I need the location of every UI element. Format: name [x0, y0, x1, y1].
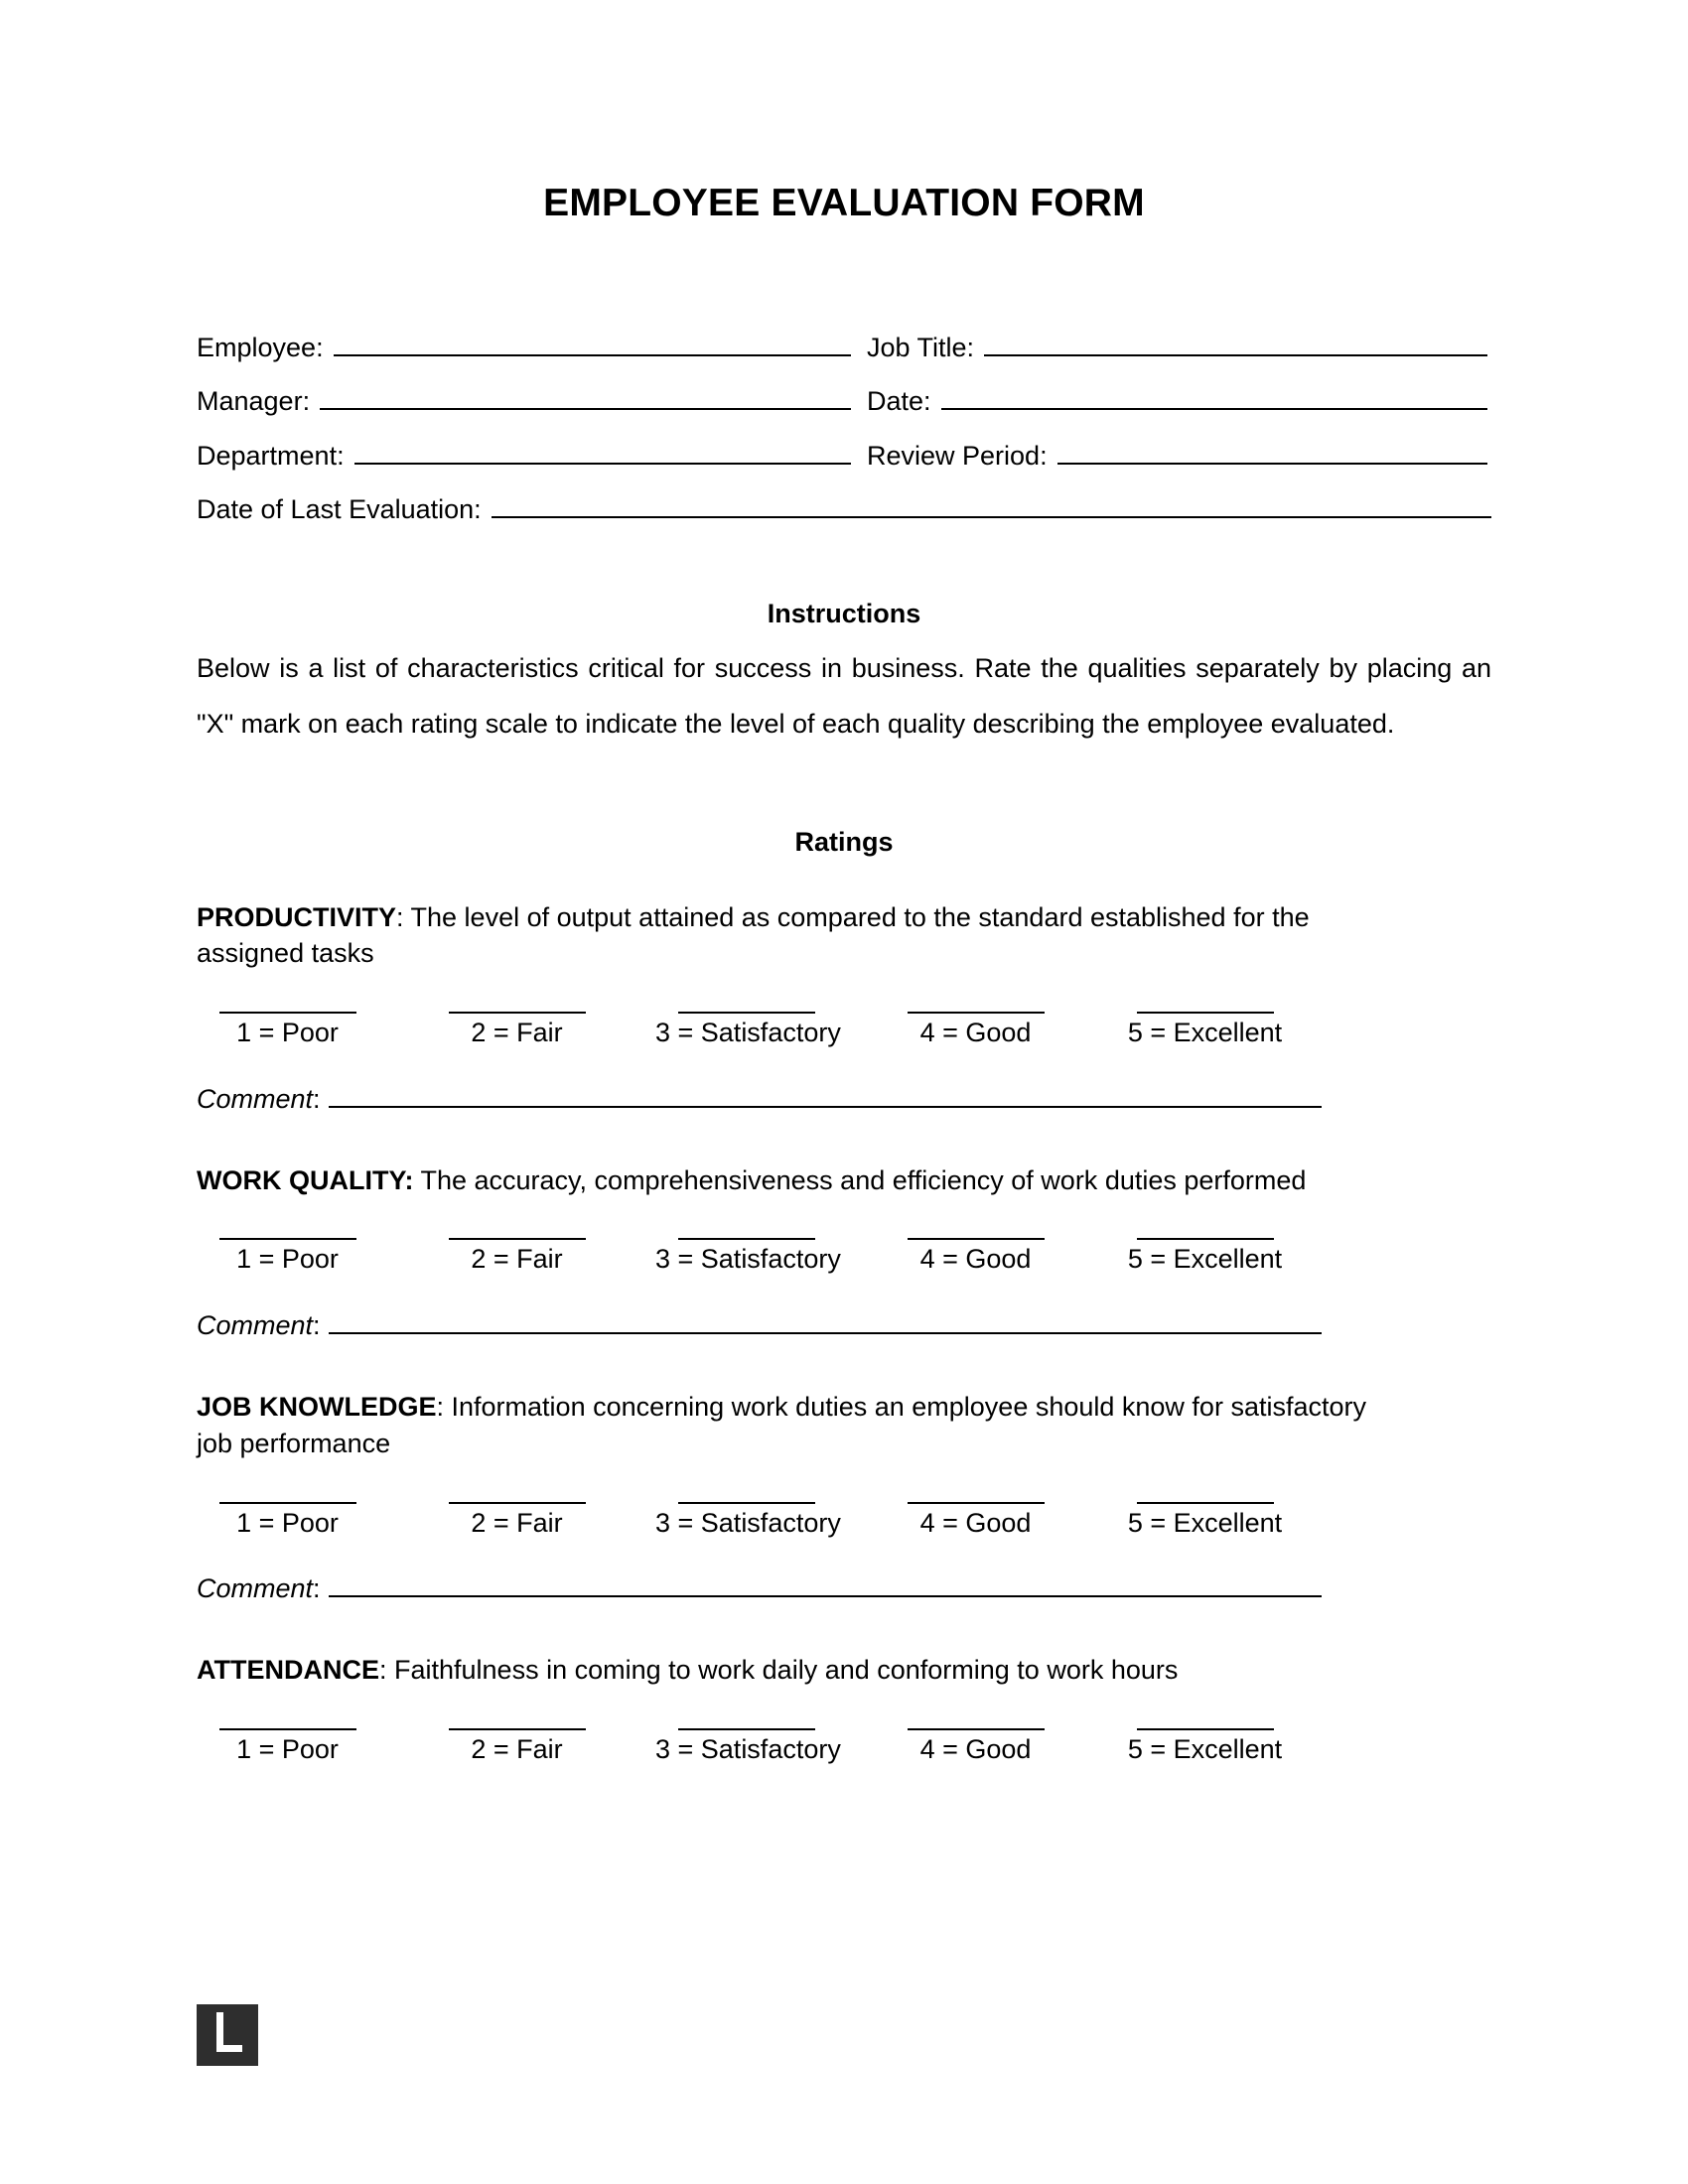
comment-row-productivity	[197, 1082, 1491, 1115]
rating-mark-blank[interactable]	[678, 1728, 815, 1730]
rating-mark-blank[interactable]	[449, 1012, 586, 1014]
header-fields	[197, 328, 1491, 528]
criteria-text: : Faithfulness in coming to work daily and conforming to work hours	[379, 1655, 1179, 1686]
field-row	[197, 328, 1491, 365]
rating-option-2[interactable]	[426, 1012, 608, 1050]
rating-mark-blank[interactable]	[678, 1012, 815, 1014]
criteria-text: : Information concerning work duties an employee should know for satisfactory job performance	[197, 1392, 1366, 1458]
field-blank-department[interactable]	[354, 436, 851, 465]
field-label-department: Department:	[197, 440, 345, 471]
rating-mark-blank[interactable]	[908, 1012, 1045, 1014]
rating-mark-blank[interactable]	[678, 1502, 815, 1504]
rating-label: 3 = Satisfactory	[655, 1017, 841, 1047]
rating-option-2[interactable]	[426, 1238, 608, 1277]
field-blank-employee[interactable]	[334, 328, 851, 356]
rating-option-4[interactable]	[885, 1728, 1066, 1767]
legal-templates-logo-icon	[197, 2004, 258, 2066]
field-review-period	[867, 436, 1487, 474]
rating-label: 3 = Satisfactory	[655, 1734, 841, 1765]
comment-label-colon: :	[313, 1573, 321, 1604]
criteria-description	[197, 1162, 1368, 1199]
comment-label-colon: :	[313, 1083, 321, 1114]
field-date-of-last-evaluation	[197, 489, 1491, 527]
field-label-date-of-last-evaluation: Date of Last Evaluation:	[197, 494, 482, 525]
rating-option-1[interactable]	[197, 1502, 378, 1541]
rating-mark-blank[interactable]	[219, 1238, 356, 1240]
comment-label-colon: :	[313, 1310, 321, 1341]
rating-label: 1 = Poor	[236, 1734, 339, 1765]
rating-label: 2 = Fair	[471, 1017, 563, 1047]
rating-mark-blank[interactable]	[1137, 1728, 1274, 1730]
ratings-heading: Ratings	[794, 826, 894, 857]
criteria-description	[197, 1389, 1368, 1461]
comment-label	[197, 1084, 321, 1115]
rating-mark-blank[interactable]	[219, 1012, 356, 1014]
rating-option-1[interactable]	[197, 1012, 378, 1050]
criteria-description	[197, 1652, 1368, 1689]
field-row	[197, 436, 1491, 474]
rating-scale-attendance	[197, 1728, 1491, 1767]
field-row	[197, 489, 1491, 527]
comment-blank[interactable]	[329, 1571, 1322, 1597]
rating-mark-blank[interactable]	[1137, 1012, 1274, 1014]
field-label-manager: Manager:	[197, 386, 311, 417]
field-row	[197, 381, 1491, 419]
rating-option-2[interactable]	[426, 1502, 608, 1541]
field-date	[867, 381, 1487, 419]
rating-option-3[interactable]	[655, 1728, 841, 1767]
field-department	[197, 436, 867, 474]
rating-option-3[interactable]	[655, 1012, 841, 1050]
rating-option-4[interactable]	[885, 1502, 1066, 1541]
logo-l-mark	[216, 2012, 242, 2052]
rating-mark-blank[interactable]	[908, 1728, 1045, 1730]
rating-label: 4 = Good	[919, 1734, 1032, 1765]
rating-scale-work-quality	[197, 1238, 1491, 1277]
comment-row-job-knowledge	[197, 1571, 1491, 1604]
rating-label: 1 = Poor	[236, 1017, 339, 1047]
rating-label: 2 = Fair	[471, 1734, 563, 1765]
page-title: EMPLOYEE EVALUATION FORM	[543, 182, 1145, 224]
field-blank-date[interactable]	[941, 381, 1487, 410]
rating-option-5[interactable]	[1114, 1728, 1296, 1767]
rating-label: 1 = Poor	[236, 1244, 339, 1275]
rating-option-2[interactable]	[426, 1728, 608, 1767]
comment-label-text: Comment	[197, 1573, 314, 1604]
field-label-date: Date:	[867, 386, 931, 417]
rating-scale-productivity	[197, 1012, 1491, 1050]
field-blank-review-period[interactable]	[1057, 436, 1487, 465]
field-blank-job-title[interactable]	[984, 328, 1487, 356]
rating-mark-blank[interactable]	[678, 1238, 815, 1240]
criteria-text: : The level of output attained as compared to the standard established for the assigned tasks	[197, 901, 1310, 969]
field-manager	[197, 381, 867, 419]
rating-label: 5 = Excellent	[1127, 1017, 1283, 1047]
criteria-description	[197, 899, 1368, 972]
criteria-text: The accuracy, comprehensiveness and efficiency of work duties performed	[413, 1164, 1307, 1195]
comment-label-text: Comment	[197, 1083, 314, 1114]
rating-option-4[interactable]	[885, 1238, 1066, 1277]
comment-label-text: Comment	[197, 1310, 314, 1341]
rating-mark-blank[interactable]	[219, 1502, 356, 1504]
rating-label: 5 = Excellent	[1127, 1244, 1283, 1275]
field-label-review-period: Review Period:	[867, 440, 1048, 471]
criteria-block-work-quality	[197, 1162, 1491, 1341]
rating-mark-blank[interactable]	[449, 1502, 586, 1504]
criteria-block-attendance	[197, 1652, 1491, 1766]
rating-mark-blank[interactable]	[449, 1238, 586, 1240]
instructions-body: Below is a list of characteristics critical for success in business. Rate the qualities separately by placing an "X" mark on each rating scale to indicate the level of each quality describing the employee evaluated.	[197, 652, 1491, 739]
criteria-name-job-knowledge: JOB KNOWLEDGE	[197, 1392, 437, 1423]
field-blank-manager[interactable]	[320, 381, 851, 410]
rating-label: 3 = Satisfactory	[655, 1507, 841, 1538]
rating-mark-blank[interactable]	[1137, 1238, 1274, 1240]
rating-label: 2 = Fair	[471, 1244, 563, 1275]
field-label-job-title: Job Title:	[867, 333, 975, 362]
criteria-block-productivity	[197, 899, 1491, 1115]
rating-mark-blank[interactable]	[908, 1238, 1045, 1240]
rating-mark-blank[interactable]	[908, 1502, 1045, 1504]
rating-option-3[interactable]	[655, 1238, 841, 1277]
field-blank-date-of-last-evaluation[interactable]	[492, 489, 1491, 518]
rating-mark-blank[interactable]	[219, 1728, 356, 1730]
instructions-heading: Instructions	[767, 598, 921, 628]
rating-label: 3 = Satisfactory	[655, 1244, 841, 1275]
field-employee	[197, 328, 867, 365]
field-job-title	[867, 328, 1487, 365]
comment-label	[197, 1310, 321, 1341]
rating-label: 5 = Excellent	[1127, 1507, 1283, 1538]
rating-option-5[interactable]	[1114, 1238, 1296, 1277]
rating-option-1[interactable]	[197, 1238, 378, 1277]
rating-label: 2 = Fair	[471, 1507, 563, 1538]
rating-option-1[interactable]	[197, 1728, 378, 1767]
rating-mark-blank[interactable]	[449, 1728, 586, 1730]
rating-scale-job-knowledge	[197, 1502, 1491, 1541]
rating-option-4[interactable]	[885, 1012, 1066, 1050]
rating-mark-blank[interactable]	[1137, 1502, 1274, 1504]
criteria-name-productivity: PRODUCTIVITY	[197, 901, 397, 932]
rating-option-3[interactable]	[655, 1502, 841, 1541]
comment-label	[197, 1573, 321, 1604]
criteria-name-attendance: ATTENDANCE	[197, 1655, 379, 1686]
rating-label: 4 = Good	[919, 1244, 1032, 1275]
comment-row-work-quality	[197, 1308, 1491, 1341]
rating-option-5[interactable]	[1114, 1502, 1296, 1541]
rating-label: 5 = Excellent	[1127, 1734, 1283, 1765]
criteria-name-work-quality: WORK QUALITY:	[197, 1164, 414, 1195]
rating-label: 4 = Good	[919, 1017, 1032, 1047]
rating-label: 1 = Poor	[236, 1507, 339, 1538]
criteria-block-job-knowledge	[197, 1389, 1491, 1604]
rating-label: 4 = Good	[919, 1507, 1032, 1538]
field-label-employee: Employee:	[197, 333, 324, 362]
rating-option-5[interactable]	[1114, 1012, 1296, 1050]
comment-blank[interactable]	[329, 1082, 1322, 1108]
comment-blank[interactable]	[329, 1308, 1322, 1334]
